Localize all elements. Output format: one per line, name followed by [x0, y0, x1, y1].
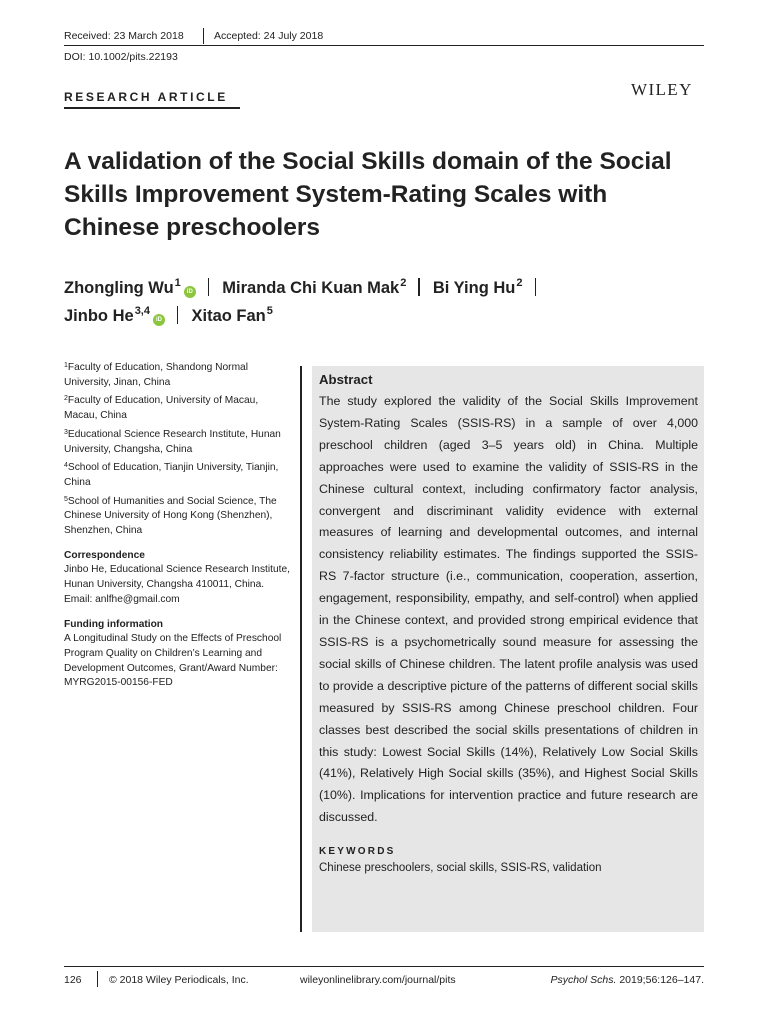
keywords-text: Chinese preschoolers, social skills, SSIS-RS, validation — [319, 862, 602, 875]
funding-text: A Longitudinal Study on the Effects of Preschool Program Quality on Children’s Learning and Development Outcomes, Grant/Award Number: MYRG2015-00156-FED — [64, 633, 282, 689]
abstract-text: The study explored the validity of the Social Skills Improvement System-Rating Scales (SSIS-RS) in a sample of over 4,000 preschool children (aged 3–5 years old) in China. Multiple approaches were used to examine the validity of SSIS-RS in the Chinese cultural context, including confirmatory factor analysis, convergent and discriminant validity evidence with external measures of learning and developmental outcomes, and internal consistency reliability estimates. The findings supported the SSIS-RS 7-factor structure (i.e., communication, cooperation, assertion, engagement, responsibility, empathy, and self-control) when applied in the Chinese context, and provided strong empirical evidence that SSIS-RS is a psychometrically sound measure for assessing the social skills of Chinese children. The latent profile analysis was used to provide a descriptive picture of the patterns of different social skills measured by SSIS-RS among Chinese preschool children. Four classes best described the social skills presentations of children in this study: Lowest Social Skills (14%), Relatively Low Social Skills (41%), Relatively High Social skills (35%), and Highest Social Skills (10%). Implications for intervention practice and future research are discussed. — [319, 394, 698, 825]
author-name[interactable]: Jinbo He$^{3,4}$iD — [64, 307, 165, 325]
article-type-label: RESEARCH ARTICLE — [64, 90, 228, 104]
orcid-icon[interactable]: iD — [184, 286, 196, 298]
page-number: 126 — [64, 974, 82, 986]
keywords-heading: KEYWORDS — [319, 846, 396, 858]
author-separator — [535, 278, 537, 296]
affiliation-item: $^3$Educational Science Research Institute, Hunan University, Changsha, China — [64, 428, 281, 455]
accepted-date: Accepted: 24 July 2018 — [214, 30, 324, 42]
affiliation-item: $^4$School of Education, Tianjin University, Tianjin, China — [64, 462, 279, 488]
affiliation-item: $^1$Faculty of Education, Shandong Normal University, Jinan, China — [64, 362, 248, 388]
paper-title: A validation of the Social Skills domain of the Social Skills Improvement System-Rating Scales with Chinese preschoolers — [64, 148, 672, 241]
affiliation-item: $^5$School of Humanities and Social Science, The Chinese University of Hong Kong (Shenzhen), Shenzhen, China — [64, 495, 277, 537]
received-date: Received: 23 March 2018 — [64, 30, 184, 42]
author-name[interactable]: Bi Ying Hu$^2$ — [432, 277, 523, 297]
header-separator — [203, 28, 204, 44]
orcid-icon[interactable]: iD — [153, 314, 165, 326]
author-separator — [177, 306, 179, 324]
header-rule — [64, 45, 704, 46]
column-divider — [300, 366, 302, 932]
sidebar-info — [64, 361, 292, 691]
doi-link[interactable]: DOI: 10.1002/pits.22193 — [64, 51, 178, 63]
author-list — [64, 274, 704, 330]
abstract-box — [312, 366, 704, 932]
copyright-notice: © 2018 Wiley Periodicals, Inc. — [109, 974, 249, 986]
author-separator — [208, 278, 210, 296]
correspondence-heading: Correspondence — [64, 549, 145, 561]
publisher-logo[interactable]: WILEY — [631, 80, 693, 99]
footer-rule — [64, 966, 704, 967]
article-type-underline — [64, 107, 240, 109]
author-name[interactable]: Zhongling Wu$^1$iD — [64, 279, 196, 297]
affiliation-item: $^2$Faculty of Education, University of Macau, Macau, China — [64, 395, 259, 422]
footer-separator — [97, 971, 98, 987]
correspondence-address: Jinbo He, Educational Science Research Institute, Hunan University, Changsha 410011, China. — [64, 564, 290, 591]
author-name[interactable]: Xitao Fan$^5$ — [191, 305, 273, 325]
abstract-heading: Abstract — [319, 372, 373, 387]
correspondence-email[interactable]: Email: anlfhe@gmail.com — [64, 593, 180, 605]
author-name[interactable]: Miranda Chi Kuan Mak$^2$ — [222, 277, 407, 297]
journal-url-link[interactable]: wileyonlinelibrary.com/journal/pits — [300, 974, 456, 986]
author-separator — [418, 278, 420, 296]
journal-citation: Psychol Schs. 2019;56:126–147. — [550, 974, 704, 986]
funding-heading: Funding information — [64, 618, 164, 630]
